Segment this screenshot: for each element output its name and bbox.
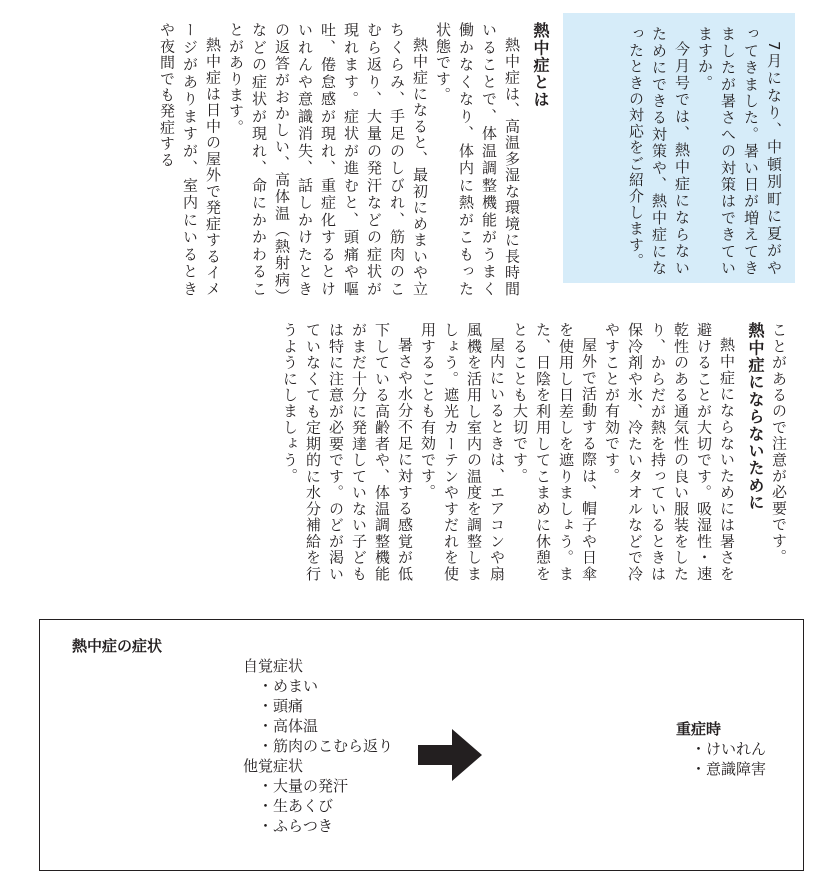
upper-paragraph-3: 熱中症は日中の屋外で発症するイメージがありますが、室内にいるときや夜間でも発症する [158,22,222,297]
symptom-item: ・大量の発汗 [258,777,349,795]
symptoms-title: 熱中症の症状 [72,637,163,655]
intro-paragraph-2: 今月号では、熱中症にならないためにできる対策や、熱中症になったときの対応をご紹介します。 [627,26,691,276]
upper-paragraph-2: 熱中症になると、最初にめまいや立ちくらみ、手足のしびれ、筋肉のこむら返り、大量の発汗などの症状が現れます。症状が進むと、頭痛や嘔吐、倦怠感が現れ、重症化するとけいれんや意識消失、話しかけたときの返答がおかしい、高体温（熱射病）などの症状が現れ、命にかかわることがあります。 [227,22,429,297]
other-symptoms-group [243,756,348,836]
other-symptoms-heading: 他覚症状 [243,757,304,775]
symptom-item: ・ふらつき [258,817,333,835]
section-prevention [55,322,790,582]
symptom-item: ・けいれん [691,740,767,758]
symptom-item: ・意識障害 [691,760,767,778]
self-symptoms-heading: 自覚症状 [243,657,304,675]
section-what-is-heatstroke [55,22,552,297]
severe-symptoms-heading: 重症時 [676,720,722,738]
self-symptoms-group [243,656,393,756]
section-heading-what-is: 熱中症とは [531,22,550,108]
intro-paragraph-1: 7月になり、中頓別町に夏がやってきました。暑い日が増えてきましたが暑さへの対策はできていますか。 [696,26,783,276]
severe-symptoms-group [676,719,766,779]
symptom-item: ・めまい [258,677,319,695]
right-arrow-icon [418,729,482,781]
symptom-item: ・高体温 [258,717,319,735]
intro-text [580,26,785,276]
upper-paragraph-1: 熱中症は、高温多湿な環境に長時間いることで、体温調整機能がうまく働かなくなり、体内に熱がこもった状態です。 [434,22,521,297]
symptom-item: ・筋肉のこむら返り [258,737,394,755]
lower-paragraph-2: 屋外で活動する際は、帽子や日傘を使用し日差しを遮りましょう。また、日陰を利用してこまめに休憩をとることも大切です。 [511,322,598,582]
symptom-item: ・頭痛 [258,697,304,715]
upper-continuation: ことがあるので注意が必要です。 [770,322,788,565]
lower-paragraph-4: 暑さや水分不足に対する感覚が低下している高齢者や、体温調整機能がまだ十分に発達していない子どもは特に注意が必要です。のどが渇いていなくても定期的に水分補給を行うようにしましょう。 [281,322,414,582]
lower-paragraph-1: 熱中症にならないためには暑さを避けることが大切です。吸湿性・速乾性のある通気性の良い服装をしたり、からだが熱を持っているときは保冷剤や氷、冷たいタオルなどで冷やすことが有効です。 [603,322,736,582]
lower-paragraph-3: 屋内にいるときは、エアコンや扇風機を活用し室内の温度を調整しましょう。遮光カーテンやすだれを使用することも有効です。 [419,322,506,582]
section-heading-prevention: 熱中症にならないために [746,322,765,512]
symptom-item: ・生あくび [258,797,334,815]
